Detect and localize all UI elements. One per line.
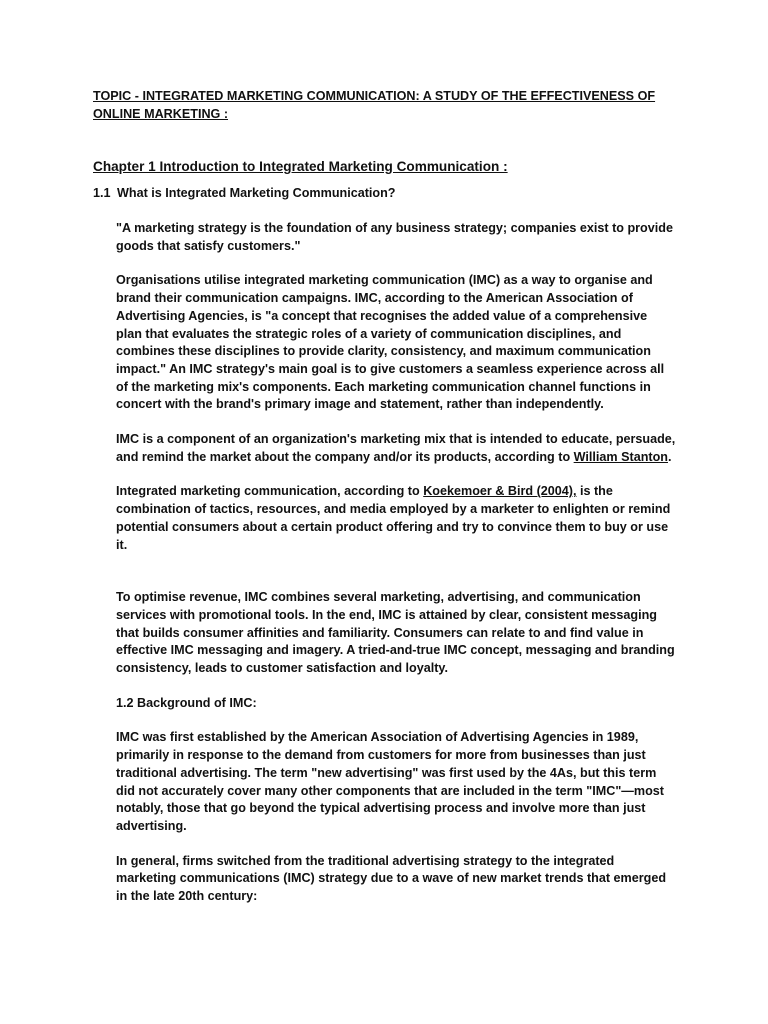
section-heading-1-1 xyxy=(93,184,698,202)
paragraph-text: IMC is a component of an organization's marketing mix that is intended to educate, persuade, and remind the market about the company and/or its products, according to xyxy=(116,432,676,464)
section-number: 1.1 xyxy=(93,186,111,200)
section-title: What is Integrated Marketing Communication? xyxy=(117,186,396,200)
paragraph-text: Integrated marketing communication, according to xyxy=(116,484,424,499)
citation-link: Koekemoer & Bird (2004), xyxy=(423,484,577,499)
document-body xyxy=(116,220,676,906)
body-paragraph: IMC was first established by the American Association of Advertising Agencies in 1989, primarily in response to the demand from customers for more from businesses than just traditional advertising. The term "new advertising" was first used by the 4As, but this term did not accurately cover many other components that are included in the term "IMC"—most notably, those that go beyond the typical advertising process and involve more than just advertising. xyxy=(116,730,664,833)
paragraph-text: is the combination of tactics, resources, and media employed by a marketer to enlighten or remind potential consumers about a certain product offering and try to convince them to buy or use it. xyxy=(116,484,671,552)
document-topic-heading: TOPIC - INTEGRATED MARKETING COMMUNICATION: A STUDY OF THE EFFECTIVENESS OF ONLINE MARKETING : xyxy=(93,89,656,121)
paragraph-text: . xyxy=(667,449,672,464)
chapter-title: Chapter 1 Introduction to Integrated Marketing Communication : xyxy=(93,159,508,174)
body-paragraph xyxy=(116,483,676,554)
quote-paragraph: "A marketing strategy is the foundation of any business strategy; companies exist to provide goods that satisfy customers." xyxy=(116,221,673,253)
body-paragraph xyxy=(116,431,676,466)
body-paragraph: Organisations utilise integrated marketing communication (IMC) as a way to organise and brand their communication campaigns. IMC, according to the American Association of Advertising Agencies, is "a concept that recognises the added value of a comprehensive plan that evaluates the strategic roles of a variety of communication disciplines, and combines these disciplines to provide clarity, consistency, and maximum communication impact." An IMC strategy's main goal is to give customers a seamless experience across all of the marketing mix's components. Each marketing communication channel functions in concert with the brand's primary image and statement, rather than independently. xyxy=(116,273,665,412)
citation-link: William Stanton xyxy=(573,449,668,464)
body-paragraph: In general, firms switched from the traditional advertising strategy to the integrated marketing communications (IMC) strategy due to a wave of new market trends that emerged in the late 20th century: xyxy=(116,853,667,904)
section-heading-1-2: 1.2 Background of IMC: xyxy=(116,695,257,710)
body-paragraph: To optimise revenue, IMC combines several marketing, advertising, and communication services with promotional tools. In the end, IMC is attained by clear, consistent messaging that builds consumer affinities and familiarity. Consumers can relate to and find value in effective IMC messaging and imagery. A tried-and-true IMC concept, messaging and branding consistency, leads to customer satisfaction and loyalty. xyxy=(116,590,675,676)
